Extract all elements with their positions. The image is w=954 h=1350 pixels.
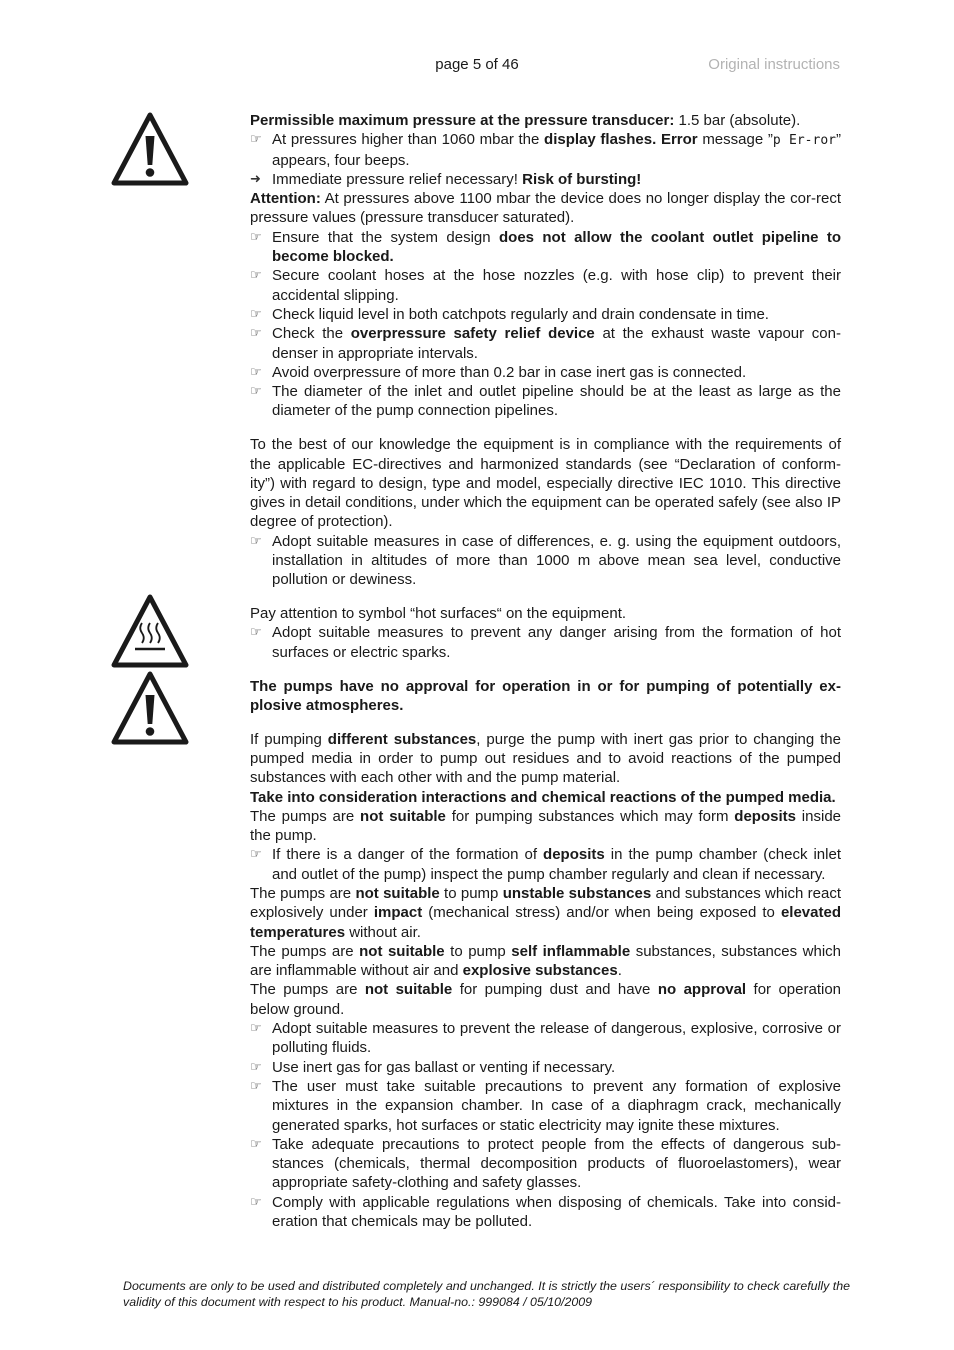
hand-pointer-icon: ☞ [250, 1059, 262, 1075]
list-item: ☞ Comply with applicable regulations when disposing of chemicals. Take into consid-eration that chemicals may be polluted. [250, 1193, 841, 1231]
arrow-right-icon: ➜ [250, 171, 261, 187]
list-item: ☞ At pressures higher than 1060 mbar the display flashes. Error message ”p Er-ror” appears, four beeps. [250, 131, 841, 169]
hot-surface-triangle-icon [111, 594, 189, 668]
list-item: ☞ Take adequate precautions to protect people from the effects of dangerous sub-stances (chemicals, thermal decomposition products of fluoroelastomers), wear appropriate safety-clothing and safety glasses. [250, 1135, 841, 1192]
list-item: ☞ Check liquid level in both catchpots regularly and drain condensate in time. [250, 305, 769, 323]
hand-pointer-icon: ☞ [250, 1194, 262, 1210]
inflammable-paragraph: The pumps are not suitable to pump self inflammable substances, substances which are inflammable without air and explosive substances. [250, 942, 842, 980]
hot-surfaces-paragraph: Pay attention to symbol “hot surfaces“ on the equipment. [250, 605, 627, 623]
hand-pointer-icon: ☞ [250, 306, 262, 322]
hand-pointer-icon: ☞ [250, 326, 262, 342]
hand-pointer-icon: ☞ [250, 1021, 262, 1037]
list-item: ☞ Ensure that the system design does not allow the coolant outlet pipeline to become blocked. [250, 228, 841, 266]
list-item: ☞ The user must take suitable precautions to prevent any formation of explosive mixtures in the expansion chamber. In case of a diaphragm crack, mechanically generated sparks, hot surfaces or static electricity may ignite these mixtures. [250, 1077, 841, 1134]
list-item: ➜ Immediate pressure relief necessary! Risk of bursting! [250, 170, 642, 188]
deposits-paragraph: The pumps are not suitable for pumping substances which may form deposits inside the pump. [250, 807, 842, 845]
hand-pointer-icon: ☞ [250, 268, 262, 284]
hand-pointer-icon: ☞ [250, 384, 262, 400]
list-item: ☞ Secure coolant hoses at the hose nozzles (e.g. with hose clip) to prevent their accidental slipping. [250, 267, 841, 304]
interactions-paragraph: Take into consideration interactions and chemical reactions of the pumped media. [250, 788, 836, 806]
list-item: ☞ Check the overpressure safety relief device at the exhaust waste vapour con-denser in appropriate intervals. [250, 325, 841, 362]
hand-pointer-icon: ☞ [250, 1136, 262, 1152]
page-footer: Documents are only to be used and distributed completely and unchanged. It is strictly the users´ responsibility to check carefully the validity of this document with respect to his product. Manual-no.: 999084 / 05/10/2009 [123, 1279, 850, 1309]
explosive-atmosphere-warning: The pumps have no approval for operation in or for pumping of potentially ex-plosive atmospheres. [250, 677, 841, 714]
document-type: Original instructions [708, 56, 840, 73]
warning-triangle-icon [111, 671, 189, 745]
compliance-paragraph: To the best of our knowledge the equipment is in compliance with the requirements of the applicable EC-directives and harmonized standards (see “Declaration of conform-ity”) with regard to design, type and model, especially directive IEC 1010. This directive gives in detail conditions, under which the equipment can be operated safely (see also IP degree of protection). [250, 436, 841, 531]
hand-pointer-icon: ☞ [250, 533, 262, 549]
list-item: ☞ Avoid overpressure of more than 0.2 bar in case inert gas is connected. [250, 363, 747, 381]
list-item: ☞ Adopt suitable measures to prevent the release of dangerous, explosive, corrosive or polluting fluids. [250, 1020, 841, 1057]
list-item: ☞ The diameter of the inlet and outlet pipeline should be at the least as large as the diameter of the pump connection pipelines. [250, 383, 841, 420]
hand-pointer-icon: ☞ [250, 847, 262, 863]
attention-paragraph: Attention: At pressures above 1100 mbar the device does no longer display the cor-rect pressure values (pressure transducer saturated). [250, 190, 841, 227]
warning-triangle-icon [111, 112, 189, 186]
page-number: page 5 of 46 [435, 56, 519, 73]
list-item: ☞ Use inert gas for gas ballast or venting if necessary. [250, 1058, 616, 1076]
hand-pointer-icon: ☞ [250, 1078, 262, 1094]
list-item: ☞ If there is a danger of the formation of deposits in the pump chamber (check inlet and outlet of the pump) inspect the pump chamber regularly and clean if necessary. [250, 846, 841, 883]
hand-pointer-icon: ☞ [250, 364, 262, 380]
list-item: ☞ Adopt suitable measures to prevent any danger arising from the formation of hot surfaces or electric sparks. [250, 624, 841, 661]
dust-paragraph: The pumps are not suitable for pumping dust and have no approval for operation below ground. [250, 981, 842, 1018]
hand-pointer-icon: ☞ [250, 625, 262, 641]
hand-pointer-icon: ☞ [250, 132, 262, 148]
main-content [250, 111, 841, 1231]
list-item: ☞ Adopt suitable measures in case of differences, e. g. using the equipment outdoors, installation in altitudes of more than 1000 m above mean sea level, conductive pollution or dewiness. [250, 532, 841, 589]
hand-pointer-icon: ☞ [250, 229, 262, 245]
unstable-substances-paragraph: The pumps are not suitable to pump unstable substances and substances which react explosively under impact (mechanical stress) and/or when being exposed to elevated temperatures without air. [250, 884, 841, 941]
pressure-limit-paragraph: Permissible maximum pressure at the pressure transducer: 1.5 bar (absolute). [250, 112, 801, 129]
substances-paragraph: If pumping different substances, purge the pump with inert gas prior to changing the pumped media in order to pump out residues and to avoid reactions of the pumped substances with each other with and the pump material. [250, 730, 841, 787]
